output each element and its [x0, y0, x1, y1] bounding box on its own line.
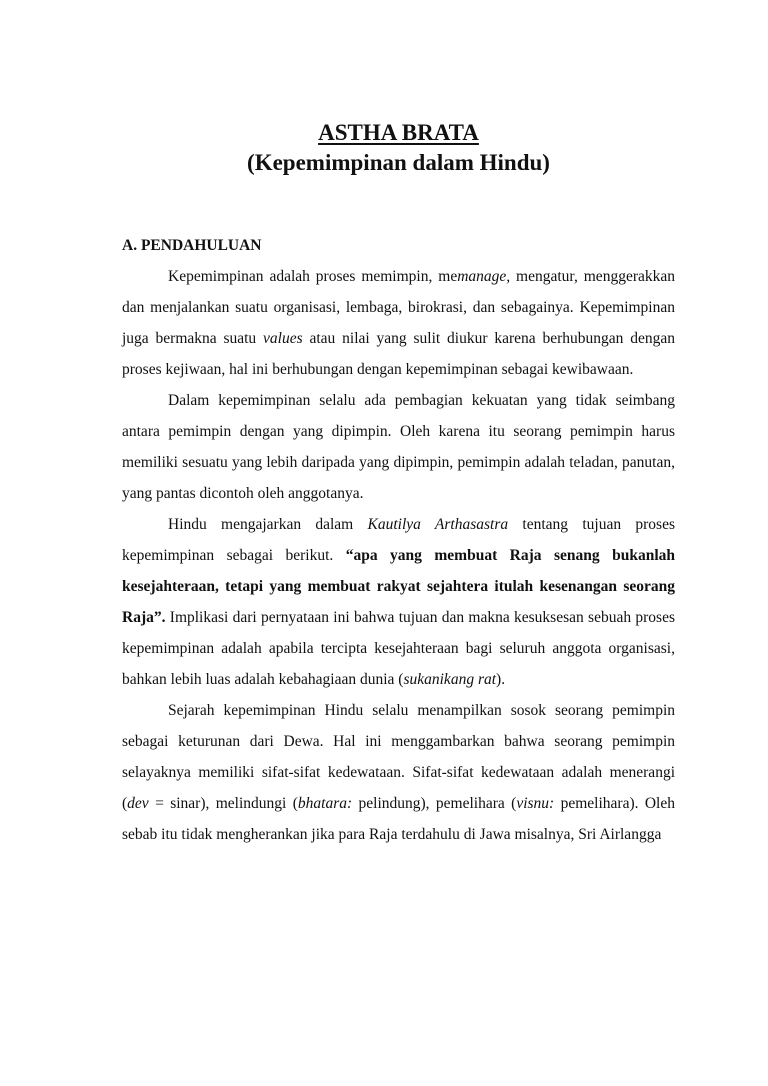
section-heading: A. PENDAHULUAN — [122, 237, 262, 254]
text-run: mengatur, menggerakkan dan menjalankan suatu organisasi, lembaga, birokrasi, dan sebagainya. Kepemimpinan juga bermakna suatu — [122, 268, 675, 347]
italic-text: visnu: — [516, 795, 555, 812]
text-run: Sejarah kepemimpinan Hindu selalu menampilkan sosok seorang pemimpin sebagai keturunan dari Dewa. Hal ini menggambarkan bahwa seorang pemimpin selayaknya memiliki sifat-sifat kedewataan. Sifat-sifat kedewataan adalah menerangi ( — [122, 702, 675, 812]
bold-quote: “apa yang membuat Raja senang bukanlah kesejahteraan, tetapi yang membuat rakyat sejahtera itulah kesenangan seorang Raja”. — [122, 547, 676, 626]
text-run: Dalam kepemimpinan selalu ada pembagian kekuatan yang tidak seimbang antara pemimpin dengan yang dipimpin. Oleh karena itu seorang pemimpin harus memiliki sesuatu yang lebih daripada yang dipimpin, pemimpin adalah teladan, panutan, yang pantas dicontoh oleh anggotanya. — [122, 392, 675, 502]
italic-text: Kautilya Arthasastra — [367, 516, 509, 533]
text-run: Kepemimpinan adalah proses memimpin, me — [168, 268, 458, 285]
text-run: Hindu mengajarkan dalam — [168, 516, 368, 533]
paragraph — [122, 695, 675, 850]
text-run: ). — [496, 671, 506, 688]
document-page — [122, 118, 675, 850]
text-run: Implikasi dari pernyataan ini bahwa tujuan dan makna kesuksesan sebuah proses kepemimpinan adalah apabila tercipta kesejahteraan bagi seluruh anggota organisasi, bahkan lebih luas adalah kebahagiaan dunia ( — [122, 609, 675, 688]
paragraph — [122, 385, 675, 509]
document-title: ASTHA BRATA — [318, 120, 479, 145]
paragraph — [122, 509, 675, 695]
text-run: = sinar), melindungi ( — [148, 795, 298, 812]
italic-text: sukanikang rat — [403, 671, 497, 688]
text-run: pelindung), pemelihara ( — [352, 795, 517, 812]
text-run: pemelihara). Oleh sebab itu tidak mengherankan jika para Raja terdahulu di Jawa misalnya, Sri Airlangga — [122, 795, 675, 843]
italic-text: bhatara: — [297, 795, 353, 812]
document-subtitle: (Kepemimpinan dalam Hindu) — [247, 150, 550, 175]
text-run: atau nilai yang sulit diukur karena berhubungan dengan proses kejiwaan, hal ini berhubungan dengan kepemimpinan sebagai kewibawaan. — [122, 330, 675, 378]
text-run: tentang tujuan proses kepemimpinan sebagai berikut. — [122, 516, 675, 564]
italic-text: manage, — [457, 268, 511, 285]
italic-text: dev — [127, 795, 149, 812]
paragraph — [122, 261, 675, 385]
italic-text: values — [263, 330, 303, 347]
